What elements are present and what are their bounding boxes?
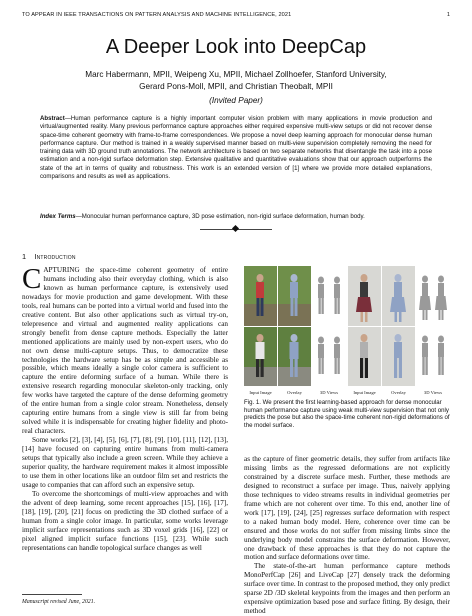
page-number: 1 bbox=[446, 12, 450, 18]
left-column bbox=[22, 263, 228, 553]
section-heading bbox=[22, 252, 76, 261]
overlay-outdoor-1 bbox=[278, 266, 311, 326]
fig-label-3d-views-2: 3D Views bbox=[423, 390, 443, 395]
3d-views-outdoor-2 bbox=[312, 327, 346, 386]
3d-views-studio-1 bbox=[416, 266, 450, 326]
index-terms-label: Index Terms bbox=[40, 213, 76, 220]
author-list bbox=[40, 69, 432, 92]
intro-paragraph-3: To overcome the shortcomings of multi-view approaches and with the advent of deep learning, some recent approaches [15], [16], [17], [18], [19], [20], [21] focus on predicting the 3D clothed surface of a human from a single color image. In particular, some works leverage implicit surface representations such as 3D voxel grids [16], [22] or pixel aligned implicit surface functions [15], [23]. While such representations can handle topological surface changes as well bbox=[22, 489, 228, 552]
section-number: 1 bbox=[22, 252, 27, 261]
fig-label-input-1: Input Image bbox=[249, 390, 272, 395]
paper-title: A Deeper Look into DeepCap bbox=[105, 36, 367, 58]
drop-cap: C bbox=[22, 263, 42, 295]
3d-views-outdoor-1 bbox=[312, 266, 346, 326]
abstract bbox=[40, 115, 432, 181]
index-terms bbox=[40, 213, 432, 221]
lead-word: APTURING bbox=[43, 266, 80, 274]
intro-paragraph-1: CAPTURING the space-time coherent geometry of entire humans including also their everyday clothing, which is also known as human performance capture, is extensively used nowadays for movie production and game development. With these tools, real humans can be ported into a virtual world and fused into the creative content. But also other applications such as virtual try-on, telepresence and virtual and augmented reality applications can strongly benefit from dense capture methods. Especially the latter mentioned applications are mainly used by non-expert users, who do not own dense multi-capture setups. Thus, to democratize these technologies the hardware setup has be as simple and accessible as possible, which means ideally a single color camera is sufficient to capture the entire deforming surface of a human. While there is extensive research regarding monocular skeleton-only tracking, only few works have targeted the capture of the dense deforming geometry of the entire human from a single color stream. Nonetheless, densely capturing entire humans from a single view is still far from being solved while it is indispensable for creating higher fidelity and photo-real characters. bbox=[22, 263, 228, 436]
3d-views-studio-2 bbox=[416, 327, 450, 386]
input-image-outdoor-1 bbox=[244, 266, 277, 326]
right-paragraph-1: as the capture of finer geometric details, they suffer from artifacts like missing limbs as the regressed deformations are not explicitly constrained by a discrete surface mesh. Further, these methods are designed to reconstruct a surface per image. Thus, naively applying those techniques to video streams results in individual geometries per frame which are not coherent over time. To this end, another line of work [17], [19], [24], [25] regresses surface deformation with respect to a naked human body model. Here, coherence over time can be ensured and those works do not suffer from missing limbs since the underlying body model constrains the surface deformation. However, one drawback of these approaches is that they do not capture the motion and surface deformations over time. bbox=[244, 455, 450, 562]
input-image-studio-2 bbox=[348, 327, 381, 386]
intro-paragraph-2: Some works [2], [3], [4], [5], [6], [7], [8], [9], [10], [11], [12], [13], [14] have focused on capturing entire humans from multi-camera setups that typically also include a green screen. While they achieve a superior quality, the hardware requirement makes it almost impossible to use them in other locations like an outdoor film set and restricts the usage to companies that can afford such an expensive setup. bbox=[22, 436, 228, 489]
right-column bbox=[244, 455, 450, 616]
footnote: Manuscript revised June, 2021. bbox=[22, 599, 96, 605]
fig-label-overlay-1: Overlay bbox=[287, 390, 302, 395]
fig-label-3d-views-1: 3D Views bbox=[319, 390, 339, 395]
right-paragraph-2: The state-of-the-art human performance capture methods MonoPerfCap [26] and LiveCap [27] densely track the deforming surface over time. In contrast to the proposed method, they only predict sparse 2D /3D skeletal keypoints from the images and then perform an expensive optimization based pose and surface fitting. By design, their method bbox=[244, 562, 450, 616]
authors-line-2: Gerard Pons-Moll, MPII, and Christian Theobalt, MPII bbox=[139, 81, 333, 91]
section-title: Introduction bbox=[34, 252, 76, 261]
teaser-figure bbox=[244, 266, 450, 395]
authors-line-1: Marc Habermann, MPII, Weipeng Xu, MPII, Michael Zollhoefer, Stanford University, bbox=[85, 70, 387, 79]
abstract-text: —Human performance capture is a highly important computer vision problem with many applications in movie production and virtual/augmented reality. Many previous performance capture approaches either required expensive multi-view setups or did not recover dense space-time coherent geometry with frame-to-frame correspondences. We propose a novel deep learning approach for monocular dense human performance capture. Our method is trained in a weakly supervised manner based on multi-view supervision completely removing the need for training data with 3D ground truth annotations. The network architecture is based on two separate networks that disentangle the task into a pose estimation and a non-rigid surface deformation step. Extensive qualitative and quantitative evaluations show that our approach outperforms the state of the art in terms of quality and robustness. This work is an extended version of [1] where we provide more detailed explanations, comparisons and results as well as applications. bbox=[40, 115, 432, 181]
input-image-studio-1 bbox=[348, 266, 381, 326]
footnote-rule bbox=[22, 594, 82, 595]
invited-note: (Invited Paper) bbox=[209, 96, 263, 105]
fig-label-input-2: Input Image bbox=[353, 390, 376, 395]
divider-diamond-icon bbox=[232, 225, 239, 232]
overlay-studio-2 bbox=[382, 327, 415, 386]
running-head: TO APPEAR IN IEEE TRANSACTIONS ON PATTERN ANALYSIS AND MACHINE INTELLIGENCE, 2021 bbox=[22, 12, 292, 18]
fig-label-overlay-2: Overlay bbox=[391, 390, 406, 395]
overlay-studio-1 bbox=[382, 266, 415, 326]
index-terms-text: —Monocular human performance capture, 3D pose estimation, non-rigid surface deformation, human body. bbox=[75, 213, 365, 220]
abstract-label: Abstract bbox=[40, 115, 65, 122]
figure-caption: Fig. 1. We present the first learning-based approach for dense monocular human performance capture using weak multi-view supervision that not only predicts the pose but also the space-time coherent non-rigid deformations of the model surface. bbox=[244, 399, 450, 429]
input-image-outdoor-2 bbox=[244, 327, 277, 386]
overlay-outdoor-2 bbox=[278, 327, 311, 386]
